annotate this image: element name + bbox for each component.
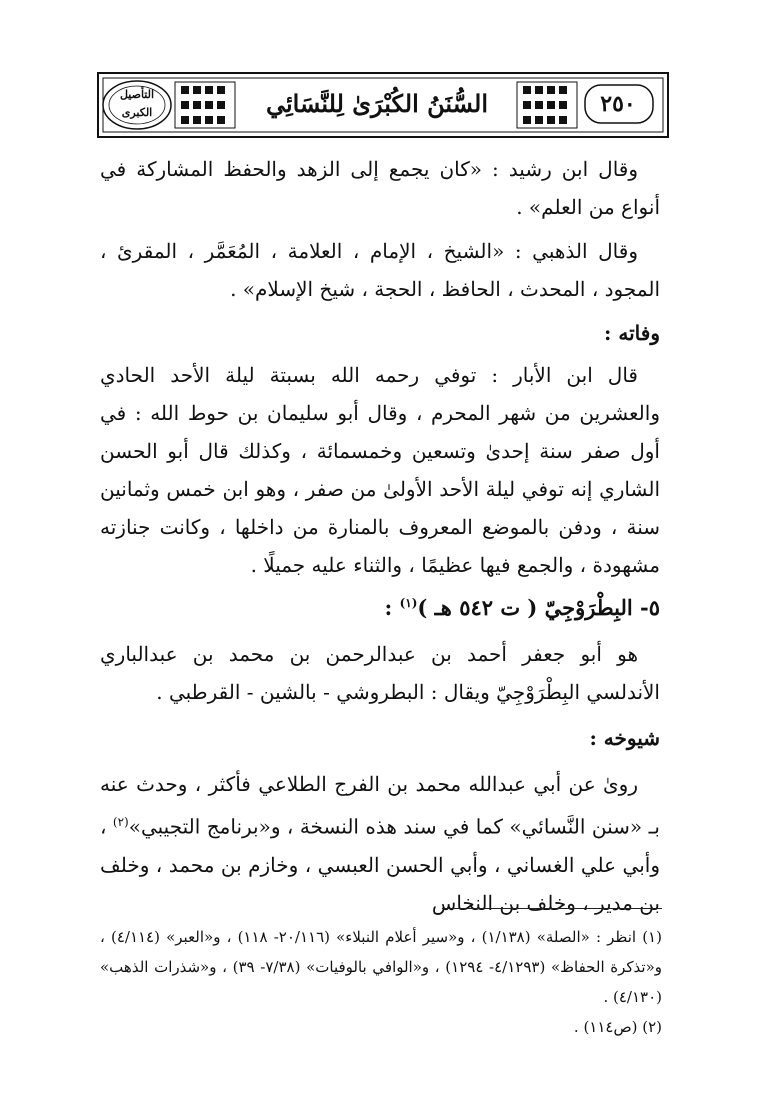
running-title: السُّنَنُ الكُبْرَىٰ لِلنَّسَائِي bbox=[265, 89, 489, 118]
footnote-1: (١) انظر : «الصلة» (١/١٣٨) ، و«سير أعلام النبلاء» (٢٠/١١٦- ١١٨) ، و«العبر» (٤/١١٤) ، و«تذكرة الحفاظ» (٤/١٢٩٣- ١٢٩٤) ، و«الوافي بالوفيات» (٧/٣٨- ٣٩) ، و«شذرات الذهب» (٤/١٣٠) . bbox=[100, 928, 663, 1006]
publisher-logo: التأصيل الكبرى bbox=[119, 88, 155, 119]
paragraph-biography: هو أبو جعفر أحمد بن عبدالرحمن بن محمد بن عبدالباري الأندلسي البِطْرَوْجِيّ ويقال : البطروشي - بالشين - القرطبي . bbox=[100, 642, 660, 704]
paragraph-ibn-rashid: وقال ابن رشيد : «كان يجمع إلى الزهد والحفظ المشاركة في أنواع من العلم» . bbox=[100, 157, 660, 219]
heading-biography-colon: : bbox=[384, 595, 393, 620]
paragraph-dhahabi: وقال الذهبي : «الشيخ ، الإمام ، العلامة ، المُعَمَّر ، المقرئ ، المجود ، المحدث ، الحافظ ، الحجة ، شيخ الإسلام» . bbox=[100, 239, 660, 301]
main-text bbox=[100, 150, 660, 922]
paragraph-shuyukh-part-a: روىٰ عن أبي عبدالله محمد بن الفرج الطلاعي فأكثر ، وحدث عنه بـ «سنن النَّسائي» كما في سند هذه النسخة ، و«برنامج التجيبي» bbox=[100, 772, 660, 839]
page-number: ٢٥٠ bbox=[600, 91, 636, 117]
footnote-ref-1[interactable]: (١) bbox=[399, 596, 418, 610]
footnote-2: (٢) (ص١١٤) . bbox=[573, 1018, 662, 1036]
footnotes bbox=[100, 908, 662, 1042]
paragraph-wafatuh: قال ابن الأبار : توفي رحمه الله بسبتة ليلة الأحد الحادي والعشرين من شهر المحرم ، وقال أبو سليمان بن حوط الله : في أول صفر سنة إحدىٰ وتسعين وخمسمائة ، وكذلك قال أبو الحسن الشاري إنه توفي ليلة الأحد الأولىٰ من صفر ، وهو ابن خمس وثمانين سنة ، ودفن بالموضع المعروف بالمنارة من داخلها ، وكانت جنازته مشهودة ، والجمع فيها عظيمًا ، والثناء عليه جميلًا . bbox=[100, 363, 660, 577]
footnote-separator bbox=[442, 908, 662, 909]
footnote-ref-2[interactable]: (٢) bbox=[112, 815, 129, 829]
paragraph-shuyukh bbox=[100, 765, 660, 922]
paragraph-shuyukh-part-b: ، وأبي علي الغساني ، وأبي الحسن العبسي ، وخازم بن محمد ، وخلف بن مدير ، وخلف بن النخاس bbox=[100, 814, 660, 915]
heading-shuyukh: شيوخه : bbox=[589, 726, 660, 750]
heading-biography-title: ٥- البِطْرَوْجِيّ ( ت ٥٤٢ هـ ) bbox=[417, 595, 660, 620]
heading-biography bbox=[100, 584, 660, 627]
page-header bbox=[97, 72, 669, 138]
heading-wafatuh: وفاته : bbox=[604, 321, 660, 345]
